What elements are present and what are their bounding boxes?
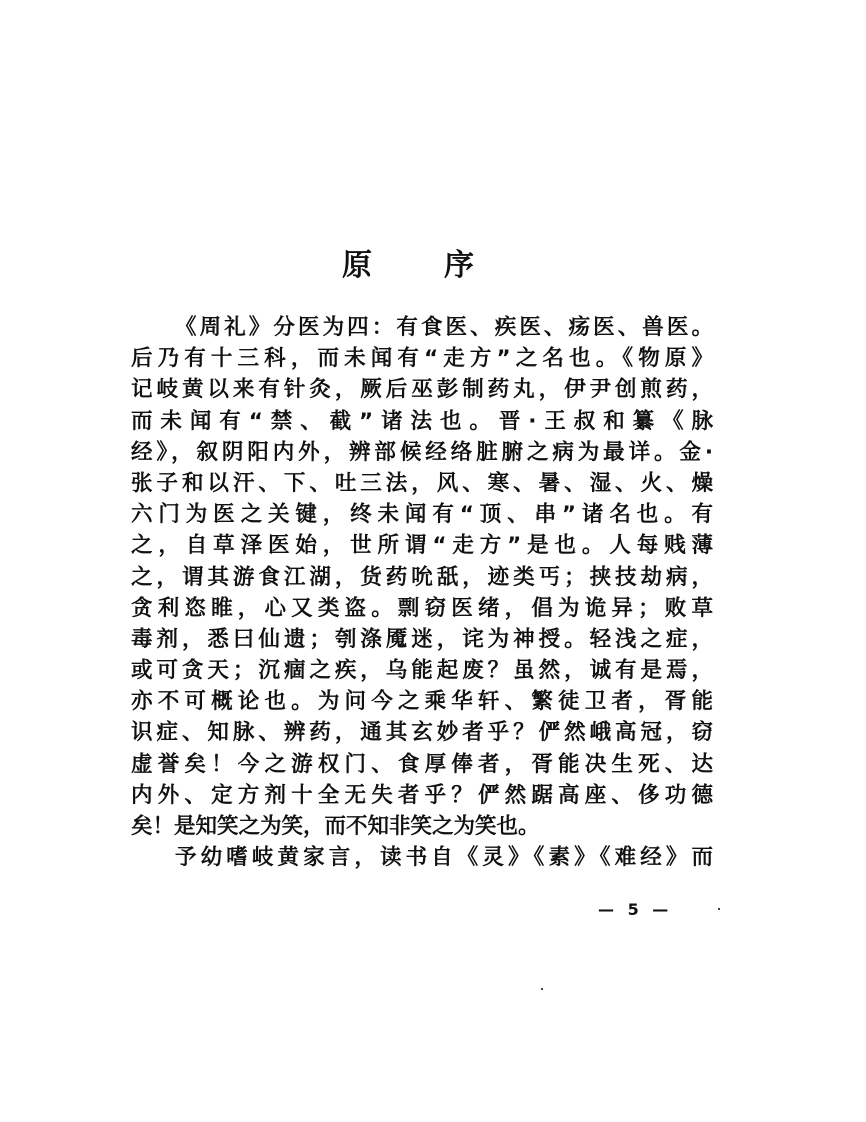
- text-line: 毒剂，悉曰仙遗；刳涤魇迷，诧为神授。轻浅之症，: [131, 626, 713, 652]
- text-line: 虚誉矣！今之游权门、食厚俸者，胥能决生死、达: [131, 751, 713, 777]
- text-line: 之，谓其游食江湖，货药吮舐，迹类丐；挟技劫病，: [131, 564, 713, 590]
- title-char: 原: [342, 248, 372, 283]
- title-char: 序: [444, 248, 474, 283]
- preface-body: [131, 312, 713, 873]
- text-line: 《周礼》分医为四：有食医、疾医、疡医、兽医。: [175, 315, 713, 340]
- text-line: 张子和以汗、下、吐三法，风、寒、暑、湿、火、燥: [131, 470, 713, 496]
- text-line: 或可贪天；沉痼之疾，乌能起废？虽然，诚有是焉，: [131, 658, 713, 684]
- scan-speck: [541, 988, 543, 990]
- text-line: 后乃有十三科，而未闻有“走方”之名也。《物原》: [131, 346, 713, 372]
- text-line: 经》，叙阴阳内外，辨部候经络脏腑之病为最详。金·: [131, 439, 713, 465]
- text-line: 识症、知脉、辨药，通其玄妙者乎？俨然峨高冠，窃: [131, 720, 713, 746]
- text-line: 予幼嗜岐黄家言，读书自《灵》《素》《难经》而: [175, 845, 713, 871]
- text-line: 亦不可概论也。为问今之乘华轩、繁徒卫者，胥能: [131, 689, 713, 715]
- text-line: 六门为医之关键，终未闻有“顶、串”诸名也。有: [131, 502, 713, 528]
- text-line: 贪利恣睢，心又类盗。剽窃医绪，倡为诡异；败草: [131, 595, 713, 621]
- text-line: 矣！是知笑之为笑，而不知非笑之为笑也。: [131, 814, 540, 839]
- text-line: 之，自草泽医始，世所谓“走方”是也。人每贱薄: [131, 533, 713, 559]
- text-line: 记岐黄以来有针灸，厥后巫彭制药丸，伊尹创煎药，: [131, 377, 713, 403]
- page-number: — 5 —: [598, 900, 673, 919]
- page-title: [340, 248, 480, 284]
- text-line: 而未闻有“禁、截”诸法也。晋·王叔和纂《脉: [131, 408, 713, 434]
- text-line: 内外、定方剂十全无失者乎？俨然踞高座、侈功德: [131, 782, 713, 808]
- scan-speck: [718, 908, 720, 910]
